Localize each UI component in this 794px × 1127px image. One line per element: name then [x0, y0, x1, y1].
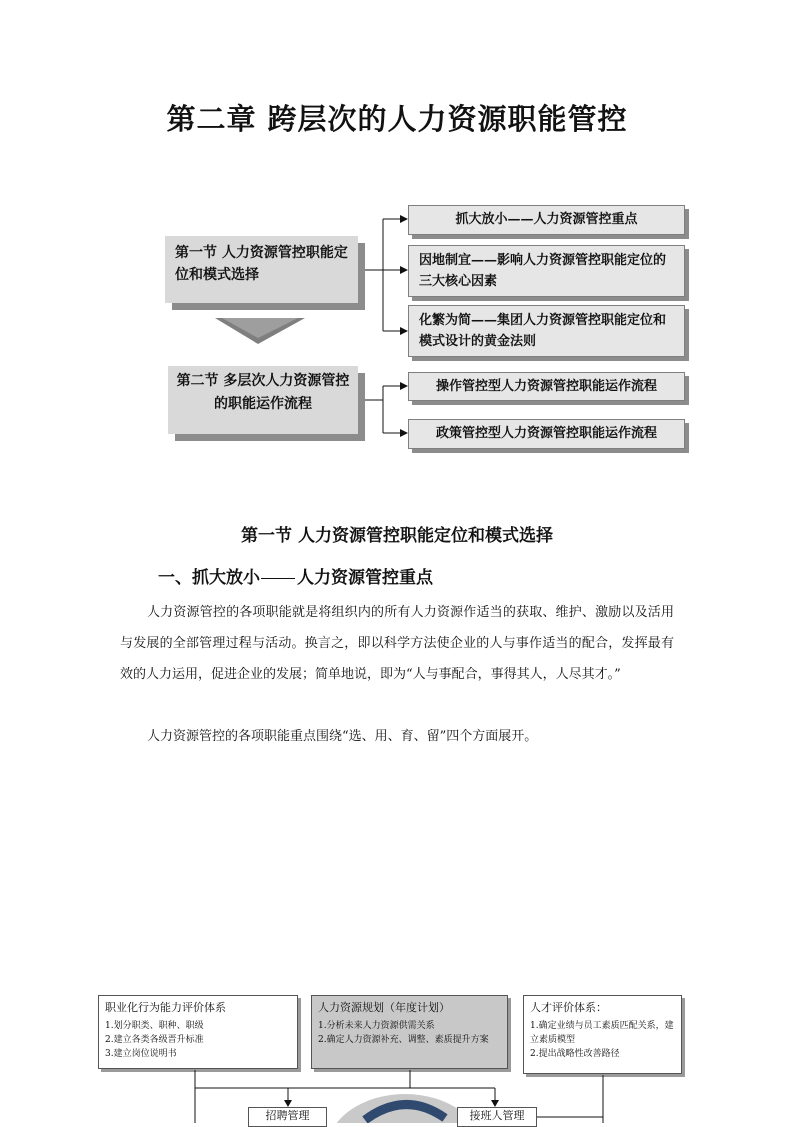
- card-line: 2.建立各类各级晋升标准: [105, 1035, 204, 1045]
- sub-heading: [158, 563, 433, 588]
- card-line: 1.划分职类、职种、职级: [105, 1021, 204, 1031]
- topic-box-4: 操作管控型人力资源管控职能运作流程: [408, 372, 685, 401]
- topic-box-5: 政策管控型人力资源管控职能运作流程: [408, 419, 685, 449]
- card-line: 2.提出战略性改善路径: [530, 1049, 620, 1059]
- bottom-connectors: [0, 1060, 794, 1123]
- sub-heading-prefix: 一、抓大放小: [158, 568, 260, 588]
- succession-box: 接班人管理: [457, 1107, 537, 1127]
- sub-heading-dash: [261, 578, 295, 579]
- card-title: 职业化行为能力评价体系: [105, 1001, 226, 1014]
- topic-box-2: 因地制宜——影响人力资源管控职能定位的三大核心因素: [408, 245, 685, 297]
- topic-box-3: 化繁为简——集团人力资源管控职能定位和模式设计的黄金法则: [408, 305, 685, 357]
- section1-box: 第一节 人力资源管控职能定位和模式选择: [165, 236, 358, 303]
- recruitment-box: 招聘管理: [248, 1107, 327, 1127]
- card-title: 人才评价体系：: [530, 1001, 607, 1014]
- card-hr-planning: [311, 995, 508, 1069]
- card-line: 1.分析未来人力资源供需关系: [318, 1021, 435, 1031]
- sub-heading-suffix: 人力资源管控重点: [297, 568, 433, 588]
- card-title: 人力资源规划（年度计划）: [318, 1001, 450, 1014]
- card-competency-evaluation: [98, 995, 298, 1069]
- chapter-title: 第二章 跨层次的人力资源职能管控: [166, 102, 628, 136]
- section-heading: 第一节 人力资源管控职能定位和模式选择: [241, 526, 553, 546]
- card-line: 1.确定业绩与员工素质匹配关系，建立素质模型: [530, 1021, 674, 1045]
- section2-box: 第二节 多层次人力资源管控的职能运作流程: [168, 366, 358, 434]
- topic-box-1: 抓大放小——人力资源管控重点: [408, 205, 685, 235]
- paragraph-2: 人力资源管控的各项职能重点围绕“选、用、育、留”四个方面展开。: [147, 729, 538, 744]
- card-line: 3.建立岗位说明书: [105, 1049, 177, 1059]
- paragraph-1: 人力资源管控的各项职能就是将组织内的所有人力资源作适当的获取、维护、激励以及活用与发展的全部管理过程与活动。换言之，即以科学方法使企业的人与事作适当的配合，发挥最有效的人力运用，促进企业的发展；简单地说，即为“人与事配合，事得其人，人尽其才。”: [120, 605, 674, 682]
- card-line: 2.确定人力资源补充、调整、素质提升方案: [318, 1035, 489, 1045]
